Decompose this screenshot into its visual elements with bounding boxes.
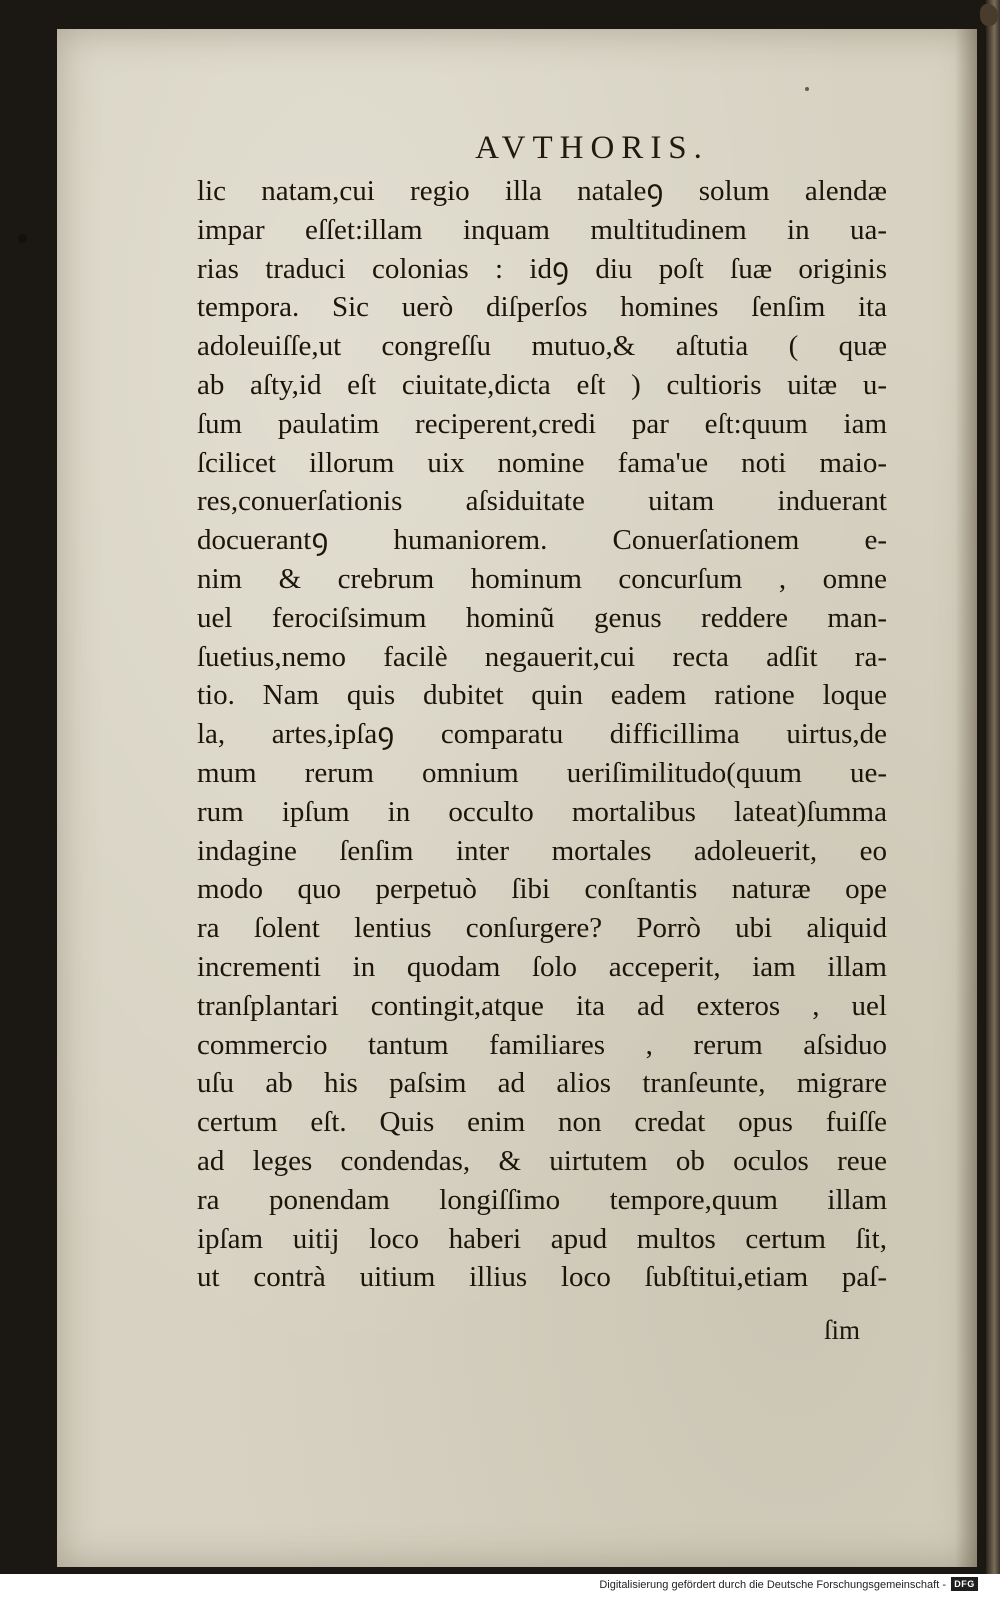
text-block [197,172,887,1297]
text-line: indagine ſenſim inter mortales adoleuerit, eo [197,834,887,867]
text-line: ra ponendam longiſſimo tempore,quum illam [197,1183,887,1216]
text-line: lic natam,cui regio illa nataleꝯ solum alendæ [197,175,887,207]
text-line: mum rerum omnium ueriſimilitudo(quum ue- [197,756,887,789]
text-line: uſu ab his paſsim ad alios tranſeunte, migrare [197,1067,887,1100]
text-line: rum ipſum in occulto mortalibus lateat)ſumma [197,795,887,828]
text-line: uel ferociſsimum hominũ genus reddere man- [197,601,887,634]
text-line: incrementi in quodam ſolo acceperit, iam illam [197,950,887,983]
text-line: ab aſty,id eſt ciuitate,dicta eſt ) cultioris uitæ u- [197,368,887,401]
text-line: ra ſolent lentius conſurgere? Porrò ubi aliquid [197,912,887,945]
text-line: rias traduci colonias : idꝯ diu poſt ſuæ originis [197,252,887,285]
text-line: la, artes,ipſaꝯ comparatu difficillima uirtus,de [197,718,887,751]
footer-bar [0,1574,1000,1597]
book-edge [986,0,1000,1574]
text-line: ſcilicet illorum uix nomine fama'ue noti maio- [197,446,887,479]
text-line: adoleuiſſe,ut congreſſu mutuo,& aſtutia ( quæ [197,330,887,363]
text-line: commercio tantum familiares , rerum aſsiduo [197,1028,887,1061]
paper-speck [805,87,809,91]
page-gutter-shade [955,29,977,1567]
text-line: ut contrà uitium illius loco ſubſtitui,etiam paſ- [197,1261,887,1294]
dfg-logo: DFG [951,1577,978,1591]
text-line: tranſplantari contingit,atque ita ad exteros , uel [197,989,887,1022]
text-line: ad leges condendas, & uirtutem ob oculos reue [197,1144,887,1177]
text-line: res,conuerſationis aſsiduitate uitam induerant [197,485,887,518]
text-line: ſum paulatim reciperent,credi par eſt:quum iam [197,407,887,440]
text-line: tio. Nam quis dubitet quin eadem ratione loque [197,679,887,712]
text-line: nim & crebrum hominum concurſum , omne [197,562,887,595]
text-line: docuerantꝯ humaniorem. Conuerſationem e- [197,524,887,557]
corner-damage [980,4,998,26]
book-page [57,29,977,1567]
text-line: impar eſſet:illam inquam multitudinem in ua- [197,213,887,246]
text-line: tempora. Sic uerò diſperſos homines ſenſim ita [197,291,887,324]
margin-ink-dot [18,234,27,243]
text-line: ipſam uitij loco haberi apud multos certum ſit, [197,1222,887,1255]
text-line: modo quo perpetuò ſibi conſtantis naturæ ope [197,873,887,906]
catchword: ſim [824,1315,861,1345]
funding-credit: Digitalisierung gefördert durch die Deutsche Forschungsgemeinschaft - [599,1579,946,1591]
running-head: AVTHORIS. [475,130,709,166]
text-line: certum eſt. Quis enim non credat opus fuiſſe [197,1106,887,1139]
text-line: ſuetius,nemo facilè negauerit,cui recta adſit ra- [197,640,887,673]
